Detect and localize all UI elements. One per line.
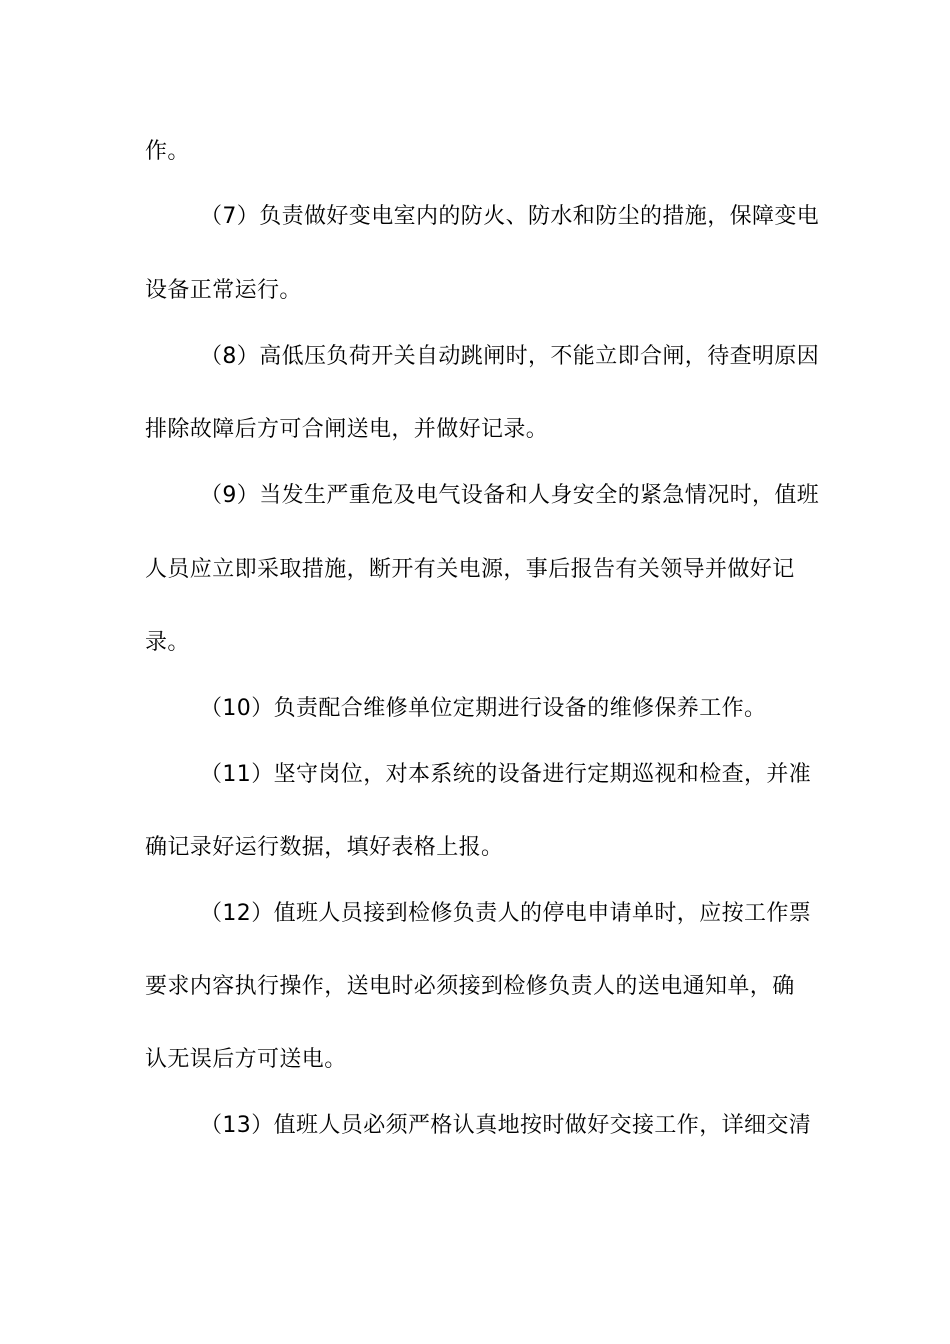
text-line: 排除故障后方可合闸送电，并做好记录。: [145, 417, 549, 442]
text-line: 录。: [145, 630, 190, 655]
text-line: 作。: [145, 139, 190, 164]
text-line: （12）值班人员接到检修负责人的停电申请单时，应按工作票: [200, 901, 812, 926]
text-line: 确记录好运行数据，填好表格上报。: [145, 835, 504, 860]
text-line: （10）负责配合维修单位定期进行设备的维修保养工作。: [200, 696, 767, 721]
text-line: 设备正常运行。: [145, 278, 302, 303]
text-line: （13）值班人员必须严格认真地按时做好交接工作，详细交清: [200, 1113, 812, 1138]
text-line: （7）负责做好变电室内的防火、防水和防尘的措施，保障变电: [200, 204, 820, 229]
text-line: 要求内容执行操作，送电时必须接到检修负责人的送电通知单，确: [145, 974, 795, 999]
text-line: 认无误后方可送电。: [145, 1047, 347, 1072]
text-line: 人员应立即采取措施，断开有关电源，事后报告有关领导并做好记: [145, 557, 795, 582]
text-line: （8）高低压负荷开关自动跳闸时，不能立即合闸，待查明原因: [200, 344, 820, 369]
text-line: （11）坚守岗位，对本系统的设备进行定期巡视和检查，并准: [200, 762, 812, 787]
text-line: （9）当发生严重危及电气设备和人身安全的紧急情况时，值班: [200, 483, 820, 508]
